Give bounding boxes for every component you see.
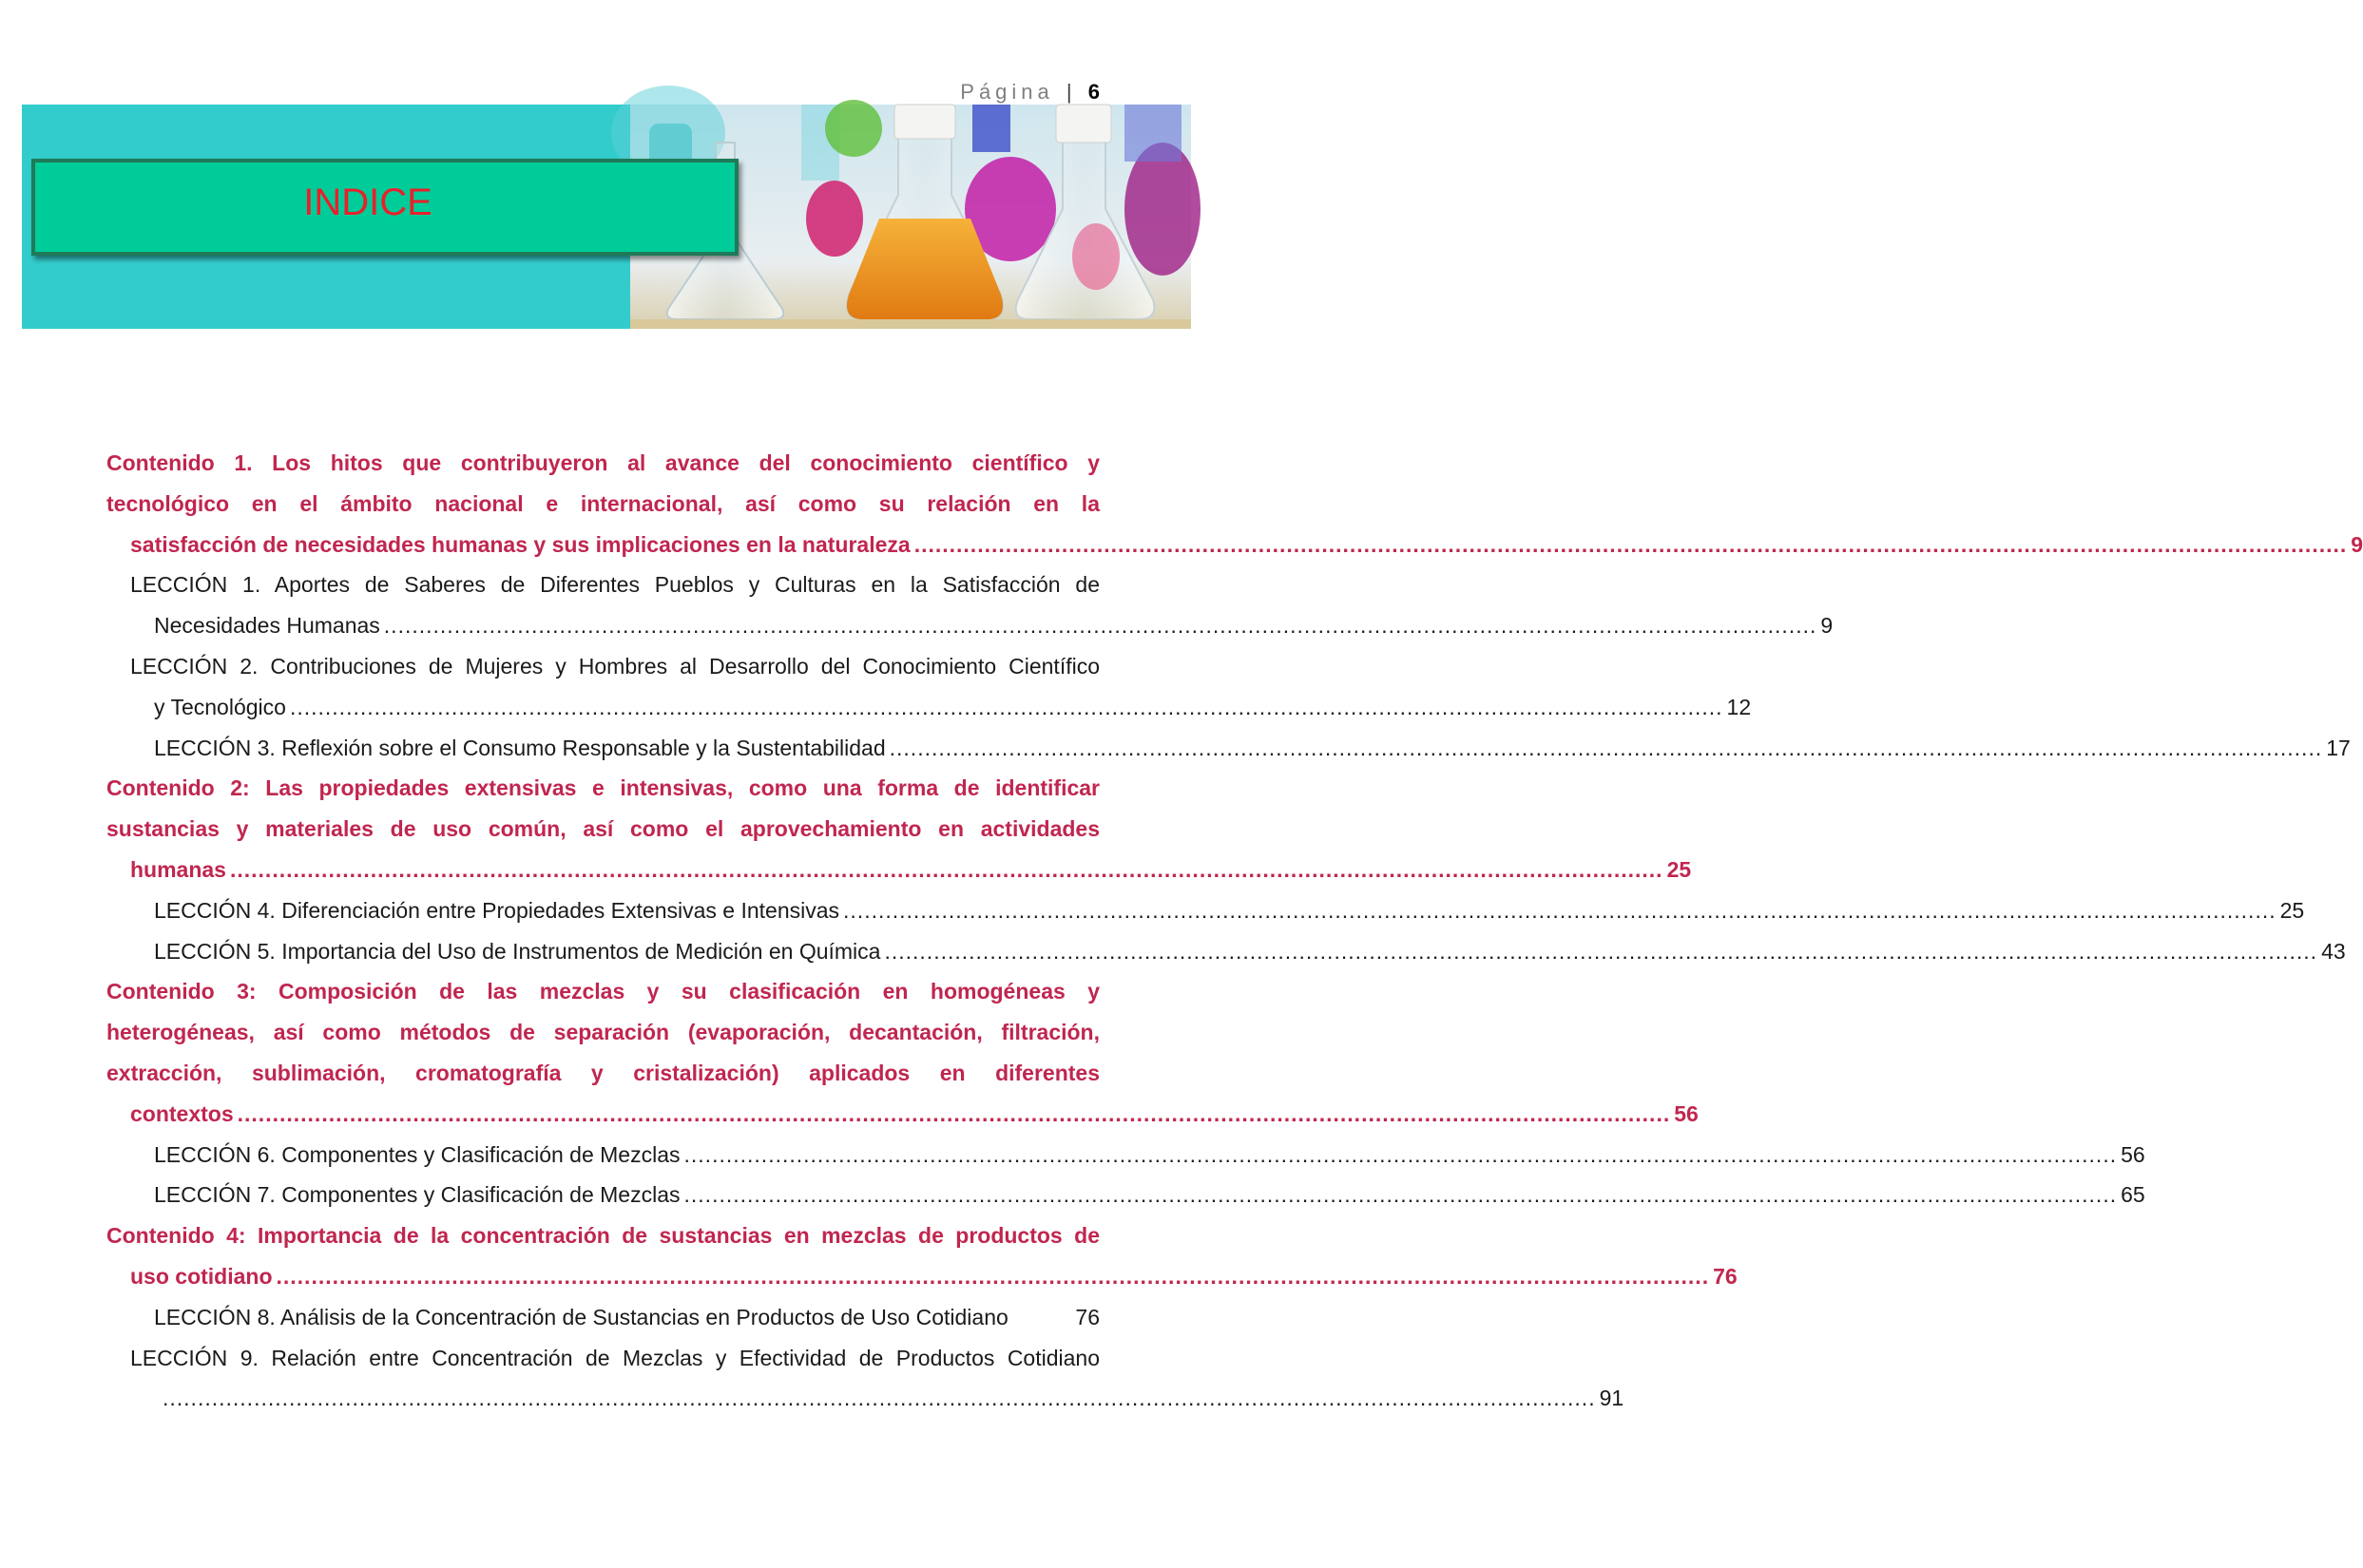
page-separator: | [1066,80,1072,104]
toc-title: LECCIÓN 8. Análisis de la Concentración de Sustancias en Productos de Uso Cotidiano [154,1304,1009,1329]
toc-page-number: 17 [2326,735,2351,760]
dot-leader: ............................................................................................................................................................................................................ [289,694,1723,719]
toc-title: LECCIÓN 7. Componentes y Clasificación de Mezclas [154,1182,681,1208]
toc-page-number: 65 [2121,1182,2145,1208]
toc-line: Contenido 1. Los hitos que contribuyeron al avance del conocimiento científico y [106,450,1100,475]
table-of-contents [106,443,2363,1419]
toc-content-1[interactable] [106,443,2363,564]
toc-title: LECCIÓN 6. Componentes y Clasificación de Mezclas [154,1141,681,1167]
dot-leader: ............................................................................................................................................................................................................ [683,1182,2118,1208]
toc-page-number: 56 [2121,1141,2145,1167]
toc-lesson-3[interactable] [130,728,2351,769]
toc-line: Contenido 3: Composición de las mezclas y su clasificación en homogéneas y [106,979,1100,1004]
toc-page-number: 76 [1713,1263,1738,1289]
dot-leader: ............................................................................................................................................................................................................ [229,856,1663,882]
toc-lesson-4[interactable] [130,890,2305,931]
toc-line: Contenido 4: Importancia de la concentración de sustancias en mezclas de productos de [106,1223,1100,1249]
toc-content-4[interactable] [106,1215,1738,1297]
toc-content-2[interactable] [106,768,1692,889]
toc-title: Necesidades Humanas [154,613,380,639]
toc-line: sustancias y materiales de uso común, así como el aprovechamiento en actividades [106,816,1100,842]
dot-leader: ............................................................................................................................................................................................................ [163,1386,1596,1411]
toc-line: Contenido 2: Las propiedades extensivas e intensivas, como una forma de identificar [106,775,1100,801]
toc-lesson-7[interactable] [130,1175,2145,1215]
toc-title: LECCIÓN 5. Importancia del Uso de Instrumentos de Medición en Química [154,938,881,964]
toc-title: humanas [130,856,226,882]
toc-content-3[interactable] [106,971,1699,1134]
toc-title: y Tecnológico [154,694,286,719]
toc-lesson-6[interactable] [130,1135,2145,1176]
dot-leader: ............................................................................................................................................................................................................ [884,938,2318,964]
toc-lesson-8[interactable] [130,1297,1100,1338]
toc-page-number: 56 [1674,1100,1699,1126]
dot-leader: ............................................................................................................................................................................................................ [276,1263,1710,1289]
toc-page-number: 12 [1726,694,1752,719]
toc-line: extracción, sublimación, cromatografía y cristalización) aplicados en diferentes [106,1060,1100,1085]
toc-line: LECCIÓN 1. Aportes de Saberes de Diferentes Pueblos y Culturas en la Satisfacción de [130,572,1100,598]
dot-leader: ............................................................................................................................................................................................................ [683,1141,2118,1167]
dot-leader: ............................................................................................................................................................................................................ [913,531,2348,557]
toc-title: satisfacción de necesidades humanas y sus implicaciones en la naturaleza [130,531,911,557]
toc-title: contextos [130,1100,234,1126]
dot-leader: ............................................................................................................................................................................................................ [237,1100,1671,1126]
dot-leader: ............................................................................................................................................................................................................ [889,735,2323,760]
dot-leader: ............................................................................................................................................................................................................ [843,897,2277,923]
toc-page-number: 9 [1820,613,1834,639]
toc-title: LECCIÓN 4. Diferenciación entre Propiedades Extensivas e Intensivas [154,897,840,923]
toc-page-number: 25 [2279,897,2305,923]
toc-lesson-2[interactable] [130,646,1752,728]
toc-line: LECCIÓN 9. Relación entre Concentración de Mezclas y Efectividad de Productos Cotidiano [130,1345,1100,1370]
page-title: INDICE [303,182,432,223]
toc-lesson-9[interactable] [130,1338,1624,1420]
toc-title: LECCIÓN 3. Reflexión sobre el Consumo Responsable y la Sustentabilidad [154,735,886,760]
toc-line: tecnológico en el ámbito nacional e internacional, así como su relación en la [106,490,1100,516]
toc-page-number: 25 [1666,856,1692,882]
toc-line: LECCIÓN 2. Contribuciones de Mujeres y Hombres al Desarrollo del Conocimiento Científico [130,653,1100,679]
toc-lesson-5[interactable] [130,931,2346,972]
page-number: 6 [1087,80,1100,104]
toc-lesson-1[interactable] [130,564,1834,646]
page-number-header [960,80,1100,105]
toc-page-number: 76 [1075,1304,1100,1329]
dot-leader: ............................................................................................................................................................................................................ [383,613,1817,639]
toc-page-number: 9 [2351,531,2363,557]
title-box [31,159,739,256]
toc-line: heterogéneas, así como métodos de separación (evaporación, decantación, filtración, [106,1020,1100,1045]
title-banner [22,105,1191,329]
page-label: Página [960,80,1054,104]
toc-page-number: 91 [1599,1386,1624,1411]
toc-page-number: 43 [2321,938,2346,964]
toc-title: uso cotidiano [130,1263,273,1289]
